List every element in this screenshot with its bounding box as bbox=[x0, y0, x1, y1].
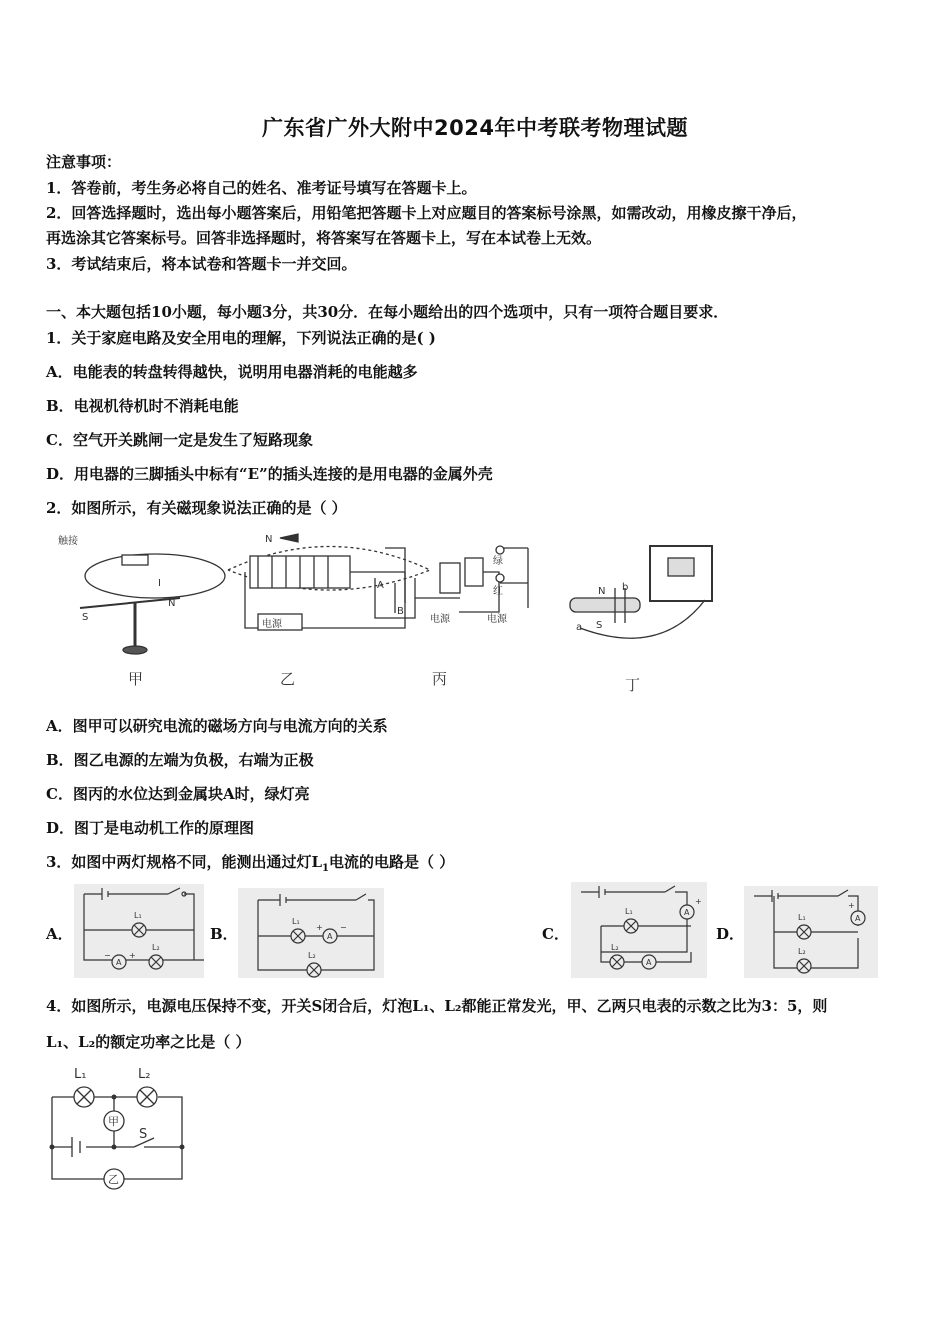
page-title: 广东省广外大附中2024年中考联考物理试题 bbox=[262, 116, 688, 140]
note-item: 再选涂其它答案标号。回答非选择题时，将答案写在答题卡上，写在本试卷上无效。 bbox=[46, 229, 602, 247]
q4-stem-line2: L₁、L₂的额定功率之比是（ ） bbox=[46, 1033, 251, 1051]
q1-option-d: D．用电器的三脚插头中标有“E”的插头连接的是用电器的金属外壳 bbox=[46, 465, 493, 483]
q4-meter-jia: 甲 bbox=[108, 1115, 119, 1128]
q3-circuit-a bbox=[74, 884, 204, 978]
notes-heading: 注意事项： bbox=[46, 153, 122, 171]
q2-option-a: A．图甲可以研究电流的磁场方向与电流方向的关系 bbox=[46, 717, 388, 735]
q4-l1-label: L₁ bbox=[74, 1067, 87, 1082]
note-item: 1．答卷前，考生务必将自己的姓名、准考证号填写在答题卡上。 bbox=[46, 179, 477, 197]
q3d-l2-label: L₂ bbox=[798, 947, 806, 956]
fig-bing-b-label: B bbox=[397, 606, 404, 617]
q4-stem-line1: 4．如图所示，电源电压保持不变，开关S闭合后，灯泡L₁、L₂都能正常发光，甲、乙两只电表的示数之比为3：5，则 bbox=[46, 997, 828, 1015]
fig-bing-coil bbox=[465, 558, 483, 586]
fig-yi-arrow bbox=[280, 534, 298, 542]
q3d-plus: + bbox=[848, 901, 855, 910]
q1-option-c: C．空气开关跳闸一定是发生了短路现象 bbox=[46, 431, 313, 449]
fig-ding-meter-face bbox=[668, 558, 694, 576]
fig-jia-compass-needle bbox=[80, 598, 180, 608]
q3d-ammeter: A bbox=[855, 914, 861, 923]
fig-bing-red-label: 红 bbox=[493, 586, 503, 597]
q4-circuit bbox=[44, 1060, 194, 1196]
fig-bing-power-label: 电源 bbox=[430, 614, 450, 625]
q2-option-d: D．图丁是电动机工作的原理图 bbox=[46, 819, 255, 837]
q4-switch-label: S bbox=[139, 1127, 148, 1142]
q3c-l2-label: L₂ bbox=[611, 943, 619, 952]
q3a-l1-label: L₁ bbox=[134, 911, 142, 920]
q3b-minus: − bbox=[340, 923, 347, 932]
fig-bing-red-lamp bbox=[496, 574, 504, 582]
q3d-l1-label: L₁ bbox=[798, 913, 806, 922]
fig-bing-green-lamp bbox=[496, 546, 504, 554]
q2-stem: 2．如图所示，有关磁现象说法正确的是（ ） bbox=[46, 499, 347, 517]
fig-jia-wire-loop bbox=[85, 554, 225, 598]
q3-option-b-label: B． bbox=[210, 925, 238, 943]
q3-circuit-d bbox=[744, 886, 878, 978]
q3-option-a-label: A． bbox=[46, 925, 73, 943]
q3-circuit-c bbox=[571, 882, 707, 978]
fig-ding-a-label: a bbox=[576, 622, 583, 633]
q2-option-b: B．图乙电源的左端为负极，右端为正极 bbox=[46, 751, 314, 769]
fig-label-jia: 甲 bbox=[128, 670, 144, 688]
q3a-l2-label: L₂ bbox=[152, 943, 160, 952]
fig-ding-b-label: b bbox=[622, 582, 629, 593]
fig-bing-power-label: 电源 bbox=[487, 614, 507, 625]
q3b-ammeter: A bbox=[327, 932, 333, 941]
fig-label-yi: 乙 bbox=[280, 670, 296, 688]
fig-jia-battery bbox=[122, 555, 148, 565]
q1-stem: 1．关于家庭电路及安全用电的理解，下列说法正确的是( ) bbox=[46, 329, 436, 347]
fig-jia-current-label: I bbox=[158, 578, 161, 589]
fig-bing-green-label: 绿 bbox=[493, 556, 503, 567]
q3-option-d-label: D． bbox=[716, 925, 745, 943]
q3b-l2-label: L₂ bbox=[308, 951, 316, 960]
section-heading: 一、本大题包括10小题，每小题3分，共30分．在每小题给出的四个选项中，只有一项符合题目要求． bbox=[46, 303, 729, 321]
fig-yi-power-label: 电源 bbox=[262, 619, 282, 630]
q3c-l1-label: L₁ bbox=[625, 907, 633, 916]
q3c-ammeter-1: A bbox=[684, 908, 690, 917]
q3b-plus: + bbox=[316, 923, 323, 932]
q2-option-c: C．图丙的水位达到金属块A时，绿灯亮 bbox=[46, 785, 310, 803]
q4-l2-label: L₂ bbox=[138, 1067, 151, 1082]
q3a-plus: + bbox=[129, 951, 136, 960]
note-item: 2．回答选择题时，选出每小题答案后，用铅笔把答题卡上对应题目的答案标号涂黑，如需改动，用橡皮擦干净后， bbox=[46, 204, 807, 222]
q2-figures bbox=[40, 528, 740, 700]
note-item: 3．考试结束后，将本试卷和答题卡一并交回。 bbox=[46, 255, 357, 273]
q3c-plus: + bbox=[695, 897, 702, 906]
fig-jia-n-label: N bbox=[168, 598, 176, 609]
fig-label-ding: 丁 bbox=[625, 676, 641, 694]
fig-jia-base bbox=[123, 646, 147, 654]
fig-ding-s-label: S bbox=[596, 620, 603, 631]
fig-bing-a-label: A bbox=[377, 580, 384, 591]
fig-jia-touch-label: 触接 bbox=[58, 536, 78, 547]
fig-bing-probes bbox=[385, 548, 405, 613]
fig-ding-magnet bbox=[570, 598, 640, 612]
fig-label-bing: 丙 bbox=[432, 670, 448, 688]
fig-ding-n-label: N bbox=[598, 586, 606, 597]
q1-option-b: B．电视机待机时不消耗电能 bbox=[46, 397, 239, 415]
q3-circuit-b bbox=[238, 888, 384, 978]
fig-jia-s-label: S bbox=[82, 612, 89, 623]
fig-yi-n-label: N bbox=[265, 534, 273, 545]
q3c-ammeter-2: A bbox=[646, 958, 652, 967]
q3-stem: 3．如图中两灯规格不同，能测出通过灯$L_1$电流的电路是（ ） bbox=[46, 853, 455, 874]
q3b-l1-label: L₁ bbox=[292, 917, 300, 926]
q3a-ammeter: A bbox=[116, 958, 122, 967]
q1-option-a: A．电能表的转盘转得越快，说明用电器消耗的电能越多 bbox=[46, 363, 418, 381]
fig-bing-relay bbox=[440, 563, 460, 593]
q4-meter-yi: 乙 bbox=[108, 1173, 119, 1186]
q3a-minus: − bbox=[104, 951, 111, 960]
q3-option-c-label: C． bbox=[542, 925, 569, 943]
